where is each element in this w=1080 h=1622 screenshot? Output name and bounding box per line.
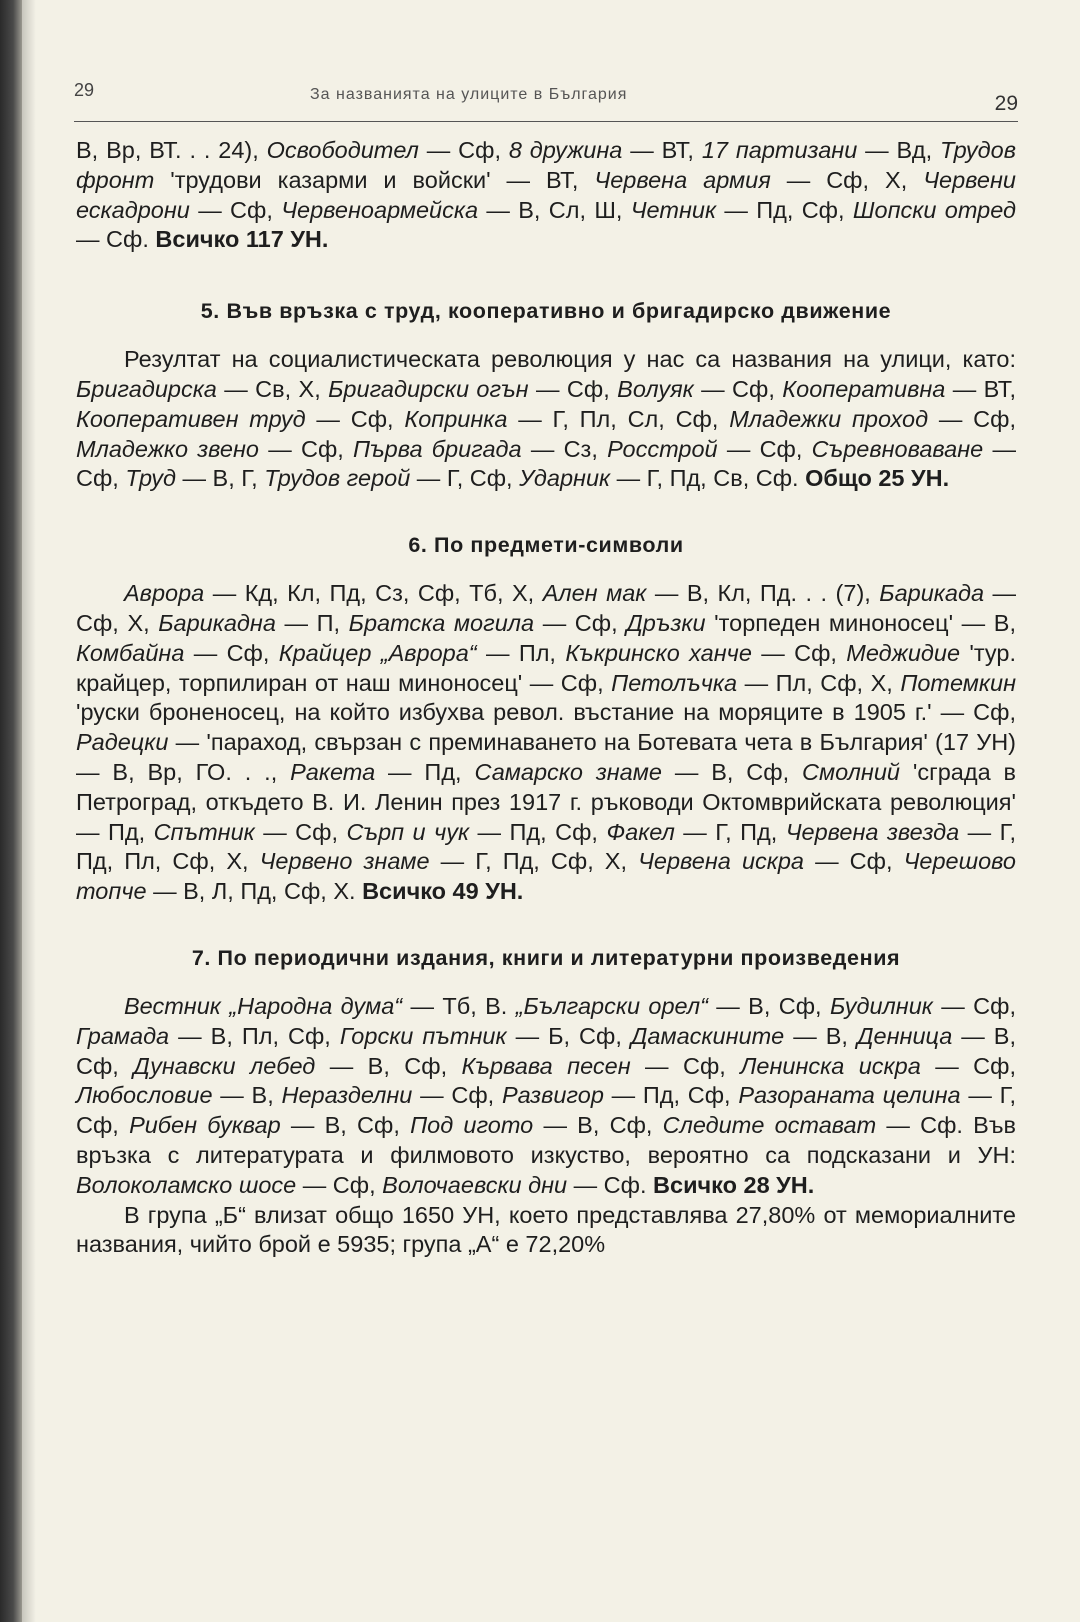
italic-street-name: Бригадирски огън: [328, 375, 529, 402]
text-run: — Сф,: [928, 405, 1017, 432]
italic-street-name: Аврора: [124, 580, 205, 607]
italic-street-name: Рибен буквар: [129, 1112, 281, 1139]
italic-street-name: Шопски отред: [852, 196, 1017, 223]
italic-street-name: Вестник „Народна дума“: [124, 992, 403, 1019]
text-run: — В, Сф,: [315, 1052, 462, 1079]
text-run: 'трудови казарми и войски' — ВТ,: [154, 166, 595, 193]
italic-street-name: Трудов герой: [264, 465, 411, 492]
paragraph-section-7: [76, 992, 1016, 1201]
italic-street-name: Червена искра: [638, 848, 805, 875]
text-run: — Сф,: [693, 375, 783, 402]
text-run: Резултат на социалистическата революция у нас са названия на улици, като:: [124, 346, 1016, 373]
paragraph-continuation: [76, 136, 1016, 255]
text-run: — Пд, Сф,: [716, 196, 853, 223]
italic-street-name: Братска могила: [348, 609, 535, 636]
text-run: 'руски броненосец, на който избухва револ. въстание на моряците в 1905 г.' — Сф,: [76, 699, 1016, 726]
text-run: 'сграда в Петроград, откъдето В. И. Ленин през 1917 г. ръководи Октомврийската революция' — Пд,: [76, 758, 1017, 845]
page-gutter-shadow: [22, 0, 36, 1622]
italic-street-name: Радецки: [76, 729, 169, 756]
italic-street-name: Ударник: [519, 465, 611, 492]
italic-street-name: Петолъчка: [611, 669, 738, 696]
italic-street-name: Горски пътник: [339, 1022, 507, 1049]
italic-street-name: 17 партизани: [701, 137, 858, 163]
text-run: — Сф,: [534, 609, 627, 636]
section-heading-7: 7. По периодични издания, книги и литературни произведения: [191, 945, 901, 970]
italic-street-name: Ракета: [290, 758, 376, 785]
italic-street-name: Волочаевски дни: [382, 1171, 568, 1198]
italic-street-name: Сърп и чук: [346, 818, 470, 845]
section-heading-5: 5. Във връзка с труд, кооперативно и бригадирско движение: [200, 299, 892, 324]
text-run: — Сф,: [412, 1082, 502, 1109]
italic-street-name: Будилник: [829, 992, 933, 1019]
italic-street-name: 8 дружина: [508, 137, 623, 163]
text-run: — Сф, Х,: [770, 166, 924, 193]
text-run: — В, Л, Пд, Сф, Х.: [146, 878, 363, 905]
italic-street-name: Ален мак: [542, 580, 647, 607]
text-run: В група „Б“ влизат общо 1650 УН, което представлява 27,80% от мемориалните названия, чийто брой е 5935; група „А“ е 72,20%: [76, 1201, 1016, 1258]
text-run: — Сф,: [296, 1171, 383, 1198]
italic-street-name: Волоколамско шосе: [76, 1171, 297, 1198]
italic-street-name: Съревноваване: [811, 435, 984, 462]
text-run: — Пд,: [375, 758, 475, 785]
header-rule: [74, 121, 1018, 122]
paragraph-group-b-summary: [76, 1201, 1016, 1261]
text-run: — В, Г,: [175, 465, 265, 492]
text-run: — Сф,: [254, 818, 347, 845]
italic-street-name: Копринка: [404, 405, 508, 432]
italic-street-name: Под игото: [410, 1112, 534, 1139]
paragraph-section-5: [76, 345, 1016, 494]
text-run: — Сф,: [418, 137, 509, 163]
italic-street-name: Дамаскините: [630, 1022, 785, 1049]
text-run: — Сф,: [717, 435, 812, 462]
text-run: — Св, Х,: [216, 375, 329, 402]
text-run: — Сф,: [184, 639, 279, 666]
text-run: 'торпеден миноносец' — В,: [705, 609, 1016, 636]
italic-street-name: Младежко звено: [76, 435, 260, 462]
bold-total: Всичко 117 УН.: [155, 226, 329, 253]
text-run: — Пд, Сф,: [469, 818, 607, 845]
text-run: — Сф. Във връзка с литературата и филмовото изкуство, вероятно са подсказани и УН:: [76, 1112, 1017, 1168]
italic-street-name: Кооперативен труд: [76, 405, 306, 432]
page-content: [76, 136, 1016, 1260]
italic-street-name: Волуяк: [617, 375, 694, 402]
page-number-left: 29: [74, 80, 95, 100]
italic-street-name: „Български орел“: [515, 992, 708, 1019]
text-run: — Сф.: [76, 226, 156, 253]
text-run: — Сф,: [528, 375, 618, 402]
italic-street-name: Черешово топче: [76, 848, 1017, 905]
page-number-right: 29: [994, 92, 1018, 115]
italic-street-name: Смолний: [802, 758, 901, 785]
text-run: — Г, Пд, Сф, Х,: [429, 848, 639, 875]
italic-street-name: Денница: [856, 1022, 953, 1049]
text-run: — В,: [212, 1082, 282, 1109]
text-run: — 'параход, свързан с преминаването на Ботевата чета в България' (17 УН) — В, Вр, ГО. . .,: [76, 729, 1016, 785]
text-run: — Б, Сф,: [506, 1022, 631, 1049]
text-run: — Сф,: [920, 1052, 1016, 1079]
text-run: — Сф.: [567, 1171, 654, 1198]
italic-street-name: Спътник: [153, 818, 255, 845]
italic-street-name: Следите остават: [662, 1112, 877, 1139]
italic-street-name: Червена звезда: [785, 818, 960, 845]
italic-street-name: Кървава песен: [461, 1052, 631, 1079]
text-run: — Сф,: [189, 196, 282, 223]
italic-street-name: Крайцер „Аврора“: [278, 639, 477, 666]
italic-street-name: Барикадна: [158, 609, 276, 636]
italic-street-name: Грамада: [76, 1022, 170, 1049]
text-run: — В, Сф,: [533, 1112, 663, 1139]
running-header: [74, 80, 1018, 114]
text-run: — Г, Сф,: [410, 465, 520, 492]
text-run: — Тб, В.: [402, 992, 516, 1019]
italic-street-name: Дръзки: [626, 609, 706, 636]
italic-street-name: Червено знаме: [259, 848, 430, 875]
text-run: — Пл,: [476, 639, 566, 666]
italic-street-name: Потемкин: [900, 669, 1016, 696]
text-run: — Пд, Сф,: [603, 1082, 739, 1109]
italic-street-name: Меджидие: [846, 639, 961, 666]
bold-total: Всичко 28 УН.: [653, 1171, 815, 1198]
text-run: — ВТ,: [945, 375, 1017, 402]
italic-street-name: Неразделни: [281, 1082, 413, 1109]
text-run: — Г, Пд, Пл, Сф, Х,: [76, 818, 1016, 875]
text-run: — ВТ,: [622, 137, 702, 163]
text-run: — Сз,: [521, 435, 608, 462]
italic-street-name: Ленинска искра: [740, 1052, 921, 1079]
italic-street-name: Кооперативна: [782, 375, 946, 402]
text-run: — В, Пл, Сф,: [169, 1022, 340, 1049]
italic-street-name: Червени ескадрони: [76, 166, 1016, 223]
italic-street-name: Червена армия: [594, 166, 771, 193]
text-run: — В, Кл, Пд. . . (7),: [646, 580, 880, 607]
text-run: — В, Сл, Ш,: [478, 196, 631, 223]
text-run: — П,: [275, 609, 349, 636]
text-run: — В,: [784, 1022, 857, 1049]
text-run: — Сф,: [751, 639, 847, 666]
text-run: — Сф, Х,: [76, 580, 1016, 636]
italic-street-name: Дунавски лебед: [133, 1052, 316, 1079]
italic-street-name: Червеноармейска: [281, 196, 479, 223]
italic-street-name: Любословие: [76, 1082, 213, 1109]
text-run: — Сф,: [76, 435, 1016, 492]
italic-street-name: Разораната целина: [738, 1082, 961, 1109]
italic-street-name: Факел: [606, 818, 675, 845]
italic-street-name: Развигор: [501, 1082, 604, 1109]
text-run: — Вд,: [857, 137, 941, 163]
paragraph-section-6: [76, 579, 1016, 907]
text-run: — Сф,: [804, 848, 904, 875]
text-run: — В, Сф,: [661, 758, 803, 785]
italic-street-name: Първа бригада: [353, 435, 522, 462]
italic-street-name: Къкринско ханче: [565, 639, 752, 666]
italic-street-name: Труд: [125, 465, 176, 492]
text-run: — Кд, Кл, Пд, Сз, Сф, Тб, Х,: [204, 580, 543, 607]
italic-street-name: Росстрой: [607, 435, 718, 462]
bold-total: Всичко 49 УН.: [362, 878, 524, 905]
text-run: В, Вр, ВТ. . . 24),: [76, 137, 267, 163]
text-run: — Г, Пд,: [674, 818, 786, 845]
text-run: — В, Сф,: [280, 1112, 411, 1139]
text-run: — Г, Сф,: [76, 1082, 1016, 1139]
italic-street-name: Барикада: [879, 580, 985, 607]
text-run: — Пл, Сф, Х,: [737, 669, 901, 696]
italic-street-name: Освободител: [266, 137, 419, 163]
text-run: — Сф,: [305, 405, 405, 432]
italic-street-name: Самарско знаме: [474, 758, 662, 785]
text-run: — Г, Пл, Сл, Сф,: [507, 405, 730, 432]
running-title: За названията на улиците в България: [310, 86, 628, 103]
italic-street-name: Бригадирска: [76, 375, 217, 402]
text-run: — В, Сф,: [707, 992, 830, 1019]
text-run: — Сф,: [630, 1052, 741, 1079]
italic-street-name: Комбайна: [76, 639, 185, 666]
italic-street-name: Трудов фронт: [76, 137, 1016, 193]
text-run: — Сф,: [932, 992, 1016, 1019]
italic-street-name: Младежки проход: [729, 405, 929, 432]
text-run: — Г, Пд, Св, Сф.: [610, 465, 806, 492]
text-run: — Сф,: [259, 435, 354, 462]
italic-street-name: Четник: [630, 196, 717, 223]
book-binding-edge: [0, 0, 22, 1622]
bold-total: Общо 25 УН.: [805, 465, 950, 492]
text-run: — В, Сф,: [76, 1022, 1017, 1079]
section-heading-6: 6. По предмети-символи: [408, 533, 684, 558]
text-run: 'тур. крайцер, торпилиран от наш миноносец' — Сф,: [76, 639, 1016, 696]
